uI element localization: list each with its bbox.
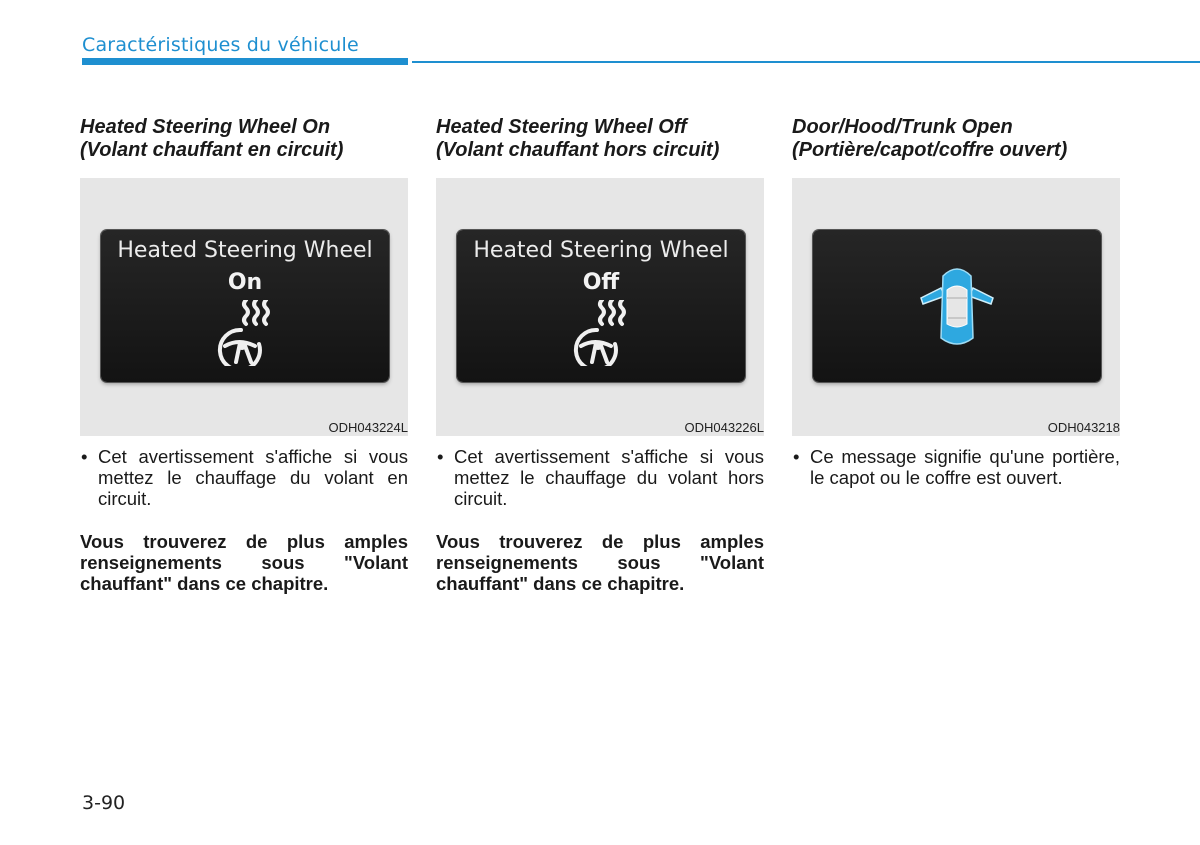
reference-note: Vous trouverez de plus amples renseignements sous "Volant chauffant" dans ce chapitre. [436, 531, 764, 594]
bullet-dot: • [81, 446, 88, 467]
car-doors-open-icon [917, 258, 997, 354]
reference-note: Vous trouverez de plus amples renseignements sous "Volant chauffant" dans ce chapitre. [80, 531, 408, 594]
header-rule-thick [82, 58, 408, 65]
section-title-fr: (Volant chauffant en circuit) [80, 139, 344, 161]
display-title: Heated Steering Wheel [117, 238, 373, 263]
figure-code: ODH043218 [1047, 420, 1120, 435]
heated-steering-wheel-icon [571, 300, 631, 366]
bullet-item [792, 446, 1120, 488]
cluster-display [813, 230, 1101, 382]
section-title-en: Door/Hood/Trunk Open [792, 116, 1013, 138]
display-state: On [227, 270, 263, 295]
bullet-item [80, 446, 408, 509]
bullet-dot: • [793, 446, 800, 467]
figure [436, 178, 764, 436]
cluster-display [101, 230, 389, 382]
display-title: Heated Steering Wheel [473, 238, 729, 263]
bullet-text: Cet avertissement s'affiche si vous mettez le chauffage du volant en circuit. [98, 446, 408, 509]
figure-code: ODH043226L [684, 420, 764, 435]
section-heated-wheel-off [436, 116, 764, 594]
section-door-hood-trunk-open [792, 116, 1120, 488]
section-title-en: Heated Steering Wheel Off [436, 116, 687, 138]
section-title-en: Heated Steering Wheel On [80, 116, 331, 138]
header-rule-thin [412, 61, 1200, 63]
section-title [436, 116, 764, 178]
bullet-item [436, 446, 764, 509]
section-title-fr: (Portière/capot/coffre ouvert) [792, 139, 1068, 161]
display-state: Off [582, 270, 620, 295]
section-title [80, 116, 408, 178]
figure-code: ODH043224L [328, 420, 408, 435]
heated-steering-wheel-icon [215, 300, 275, 366]
cluster-display [457, 230, 745, 382]
header-title: Caractéristiques du véhicule [82, 34, 359, 56]
section-title [792, 116, 1120, 178]
section-heated-wheel-on [80, 116, 408, 594]
bullet-text: Ce message signifie qu'une portière, le capot ou le coffre est ouvert. [810, 446, 1120, 488]
bullet-text: Cet avertissement s'affiche si vous mettez le chauffage du volant hors circuit. [454, 446, 764, 509]
figure [80, 178, 408, 436]
bullet-dot: • [437, 446, 444, 467]
section-title-fr: (Volant chauffant hors circuit) [436, 139, 720, 161]
figure [792, 178, 1120, 436]
page-number: 3-90 [82, 792, 126, 814]
